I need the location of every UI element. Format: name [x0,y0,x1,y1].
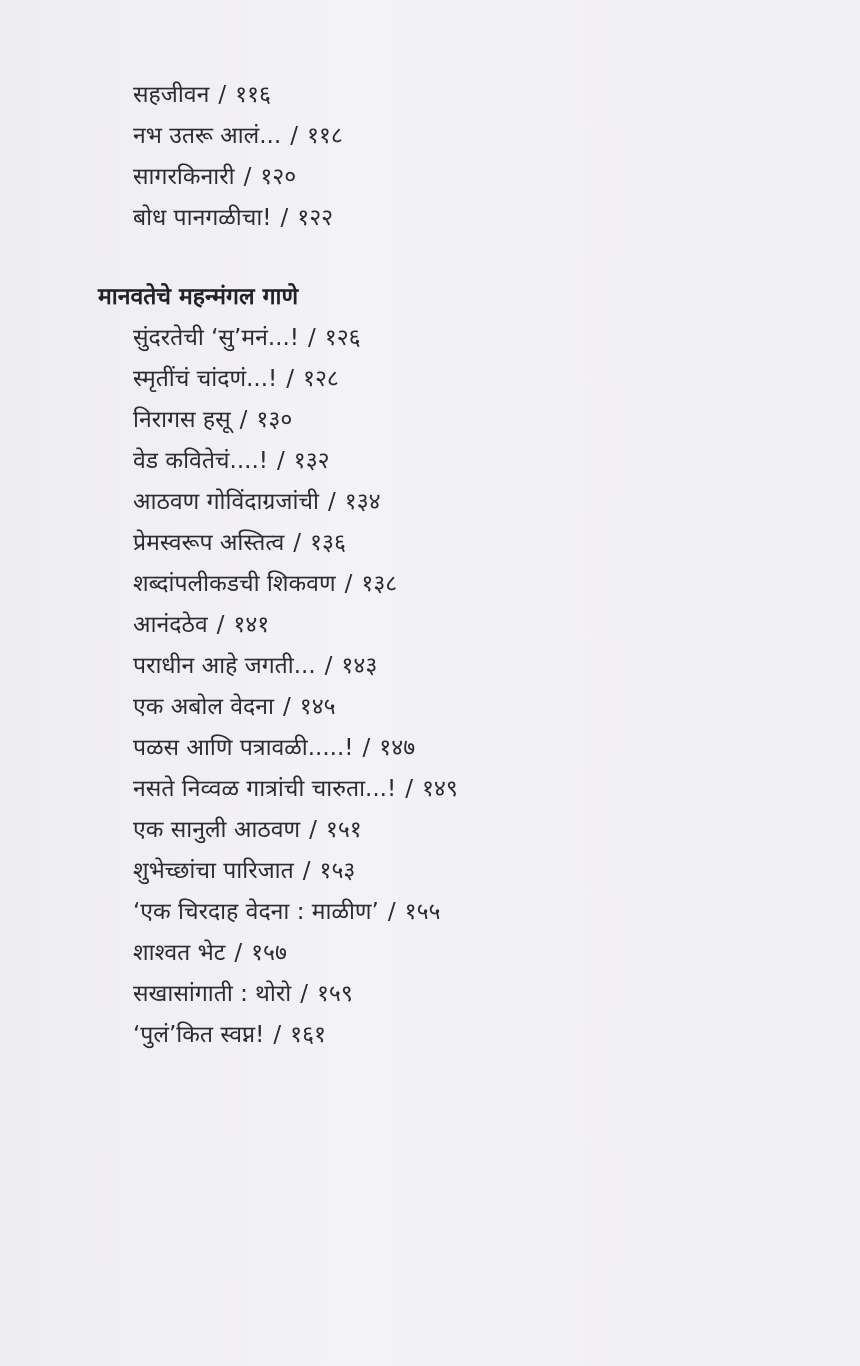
entry-title: आनंदठेव [133,612,208,638]
toc-entry [133,1020,326,1050]
separator: / [216,612,225,638]
separator: / [300,981,308,1007]
toc-entry [133,405,292,435]
toc-entry [133,80,271,110]
toc-entry [133,692,336,722]
separator: / [344,571,353,597]
toc-entry [133,815,362,845]
entry-title: वेड कवितेचं....! [133,448,268,474]
separator: / [277,448,285,474]
entry-title: बोध पानगळीचा! [133,205,272,231]
entry-title: नसते निव्वळ गात्रांची चारुता...! [133,776,397,802]
entry-title: पळस आणि पत्रावळी.....! [133,735,354,761]
toc-entry [133,774,458,804]
separator: / [293,530,302,556]
entry-page: १३६ [310,530,346,556]
separator: / [280,205,289,231]
entry-page: १५९ [316,981,353,1007]
entry-title: सुंदरतेची ‘सु’मनं...! [133,325,299,351]
entry-title: शब्दांपलीकडची शिकवण [133,571,336,597]
entry-page: १५७ [251,940,287,966]
entry-title: सागरकिनारी [133,164,235,190]
entry-page: १४१ [233,612,270,638]
toc-entry [133,446,330,476]
entry-page: १३० [256,407,293,433]
entry-page: १४७ [379,735,416,761]
entry-page: ११८ [306,123,343,149]
entry-title: निरागस हसू [133,407,231,433]
separator: / [234,940,243,966]
entry-page: १३२ [293,448,330,474]
toc-entry [133,856,355,886]
entry-title: ‘पुलं’कित स्वप्न! [133,1022,265,1048]
toc-entry [133,938,287,968]
entry-title: प्रेमस्वरूप अस्तित्व [133,530,285,556]
separator: / [362,735,371,761]
separator: / [290,123,298,149]
toc-entry [133,569,397,599]
toc-entry [133,162,296,192]
separator: / [308,325,316,351]
entry-title: स्मृतींचं चांदणं...! [133,366,278,392]
entry-page: ११६ [235,82,271,108]
separator: / [282,694,291,720]
separator: / [239,407,248,433]
toc-entry [133,651,377,681]
toc-entry [133,610,269,640]
toc-entry [133,897,441,927]
entry-title: ‘एक चिरदाह वेदना : माळीण’ [133,899,379,925]
entry-page: १५१ [325,817,362,843]
separator: / [324,653,333,679]
toc-entry [133,121,343,151]
separator: / [327,489,336,515]
separator: / [302,858,311,884]
entry-title: शुभेच्छांचा पारिजात [133,858,294,884]
entry-page: १२२ [297,205,334,231]
entry-page: १६१ [290,1022,327,1048]
entry-page: १५५ [404,899,441,925]
entry-title: आठवण गोविंदाग्रजांची [133,489,319,515]
toc-entry [133,733,415,763]
toc-entry [133,364,339,394]
toc-entry [133,979,353,1009]
entry-title: सखासांगाती : थोरो [133,981,292,1007]
separator: / [218,82,227,108]
entry-page: १३८ [361,571,398,597]
entry-title: पराधीन आहे जगती... [133,653,316,679]
entry-title: शाश्वत भेट [133,940,226,966]
toc-entry [133,487,381,517]
entry-page: १२६ [324,325,361,351]
entry-page: १४३ [341,653,378,679]
entry-page: १२० [260,164,297,190]
entry-page: १५३ [319,858,356,884]
separator: / [405,776,413,802]
separator: / [286,366,294,392]
entry-page: १४५ [299,694,336,720]
section-heading: मानवतेचे महन्मंगल गाणे [98,284,299,310]
entry-title: एक अबोल वेदना [133,694,274,720]
toc-entry [133,323,361,353]
separator: / [243,164,252,190]
entry-title: एक सानुली आठवण [133,817,301,843]
entry-title: सहजीवन [133,82,210,108]
separator: / [387,899,396,925]
entry-title: नभ उतरू आलं... [133,123,282,149]
entry-page: १२८ [303,366,339,392]
separator: / [309,817,317,843]
entry-page: १३४ [344,489,381,515]
separator: / [273,1022,282,1048]
toc-entry [133,528,346,558]
toc-entry [133,203,333,233]
entry-page: १४९ [421,776,458,802]
